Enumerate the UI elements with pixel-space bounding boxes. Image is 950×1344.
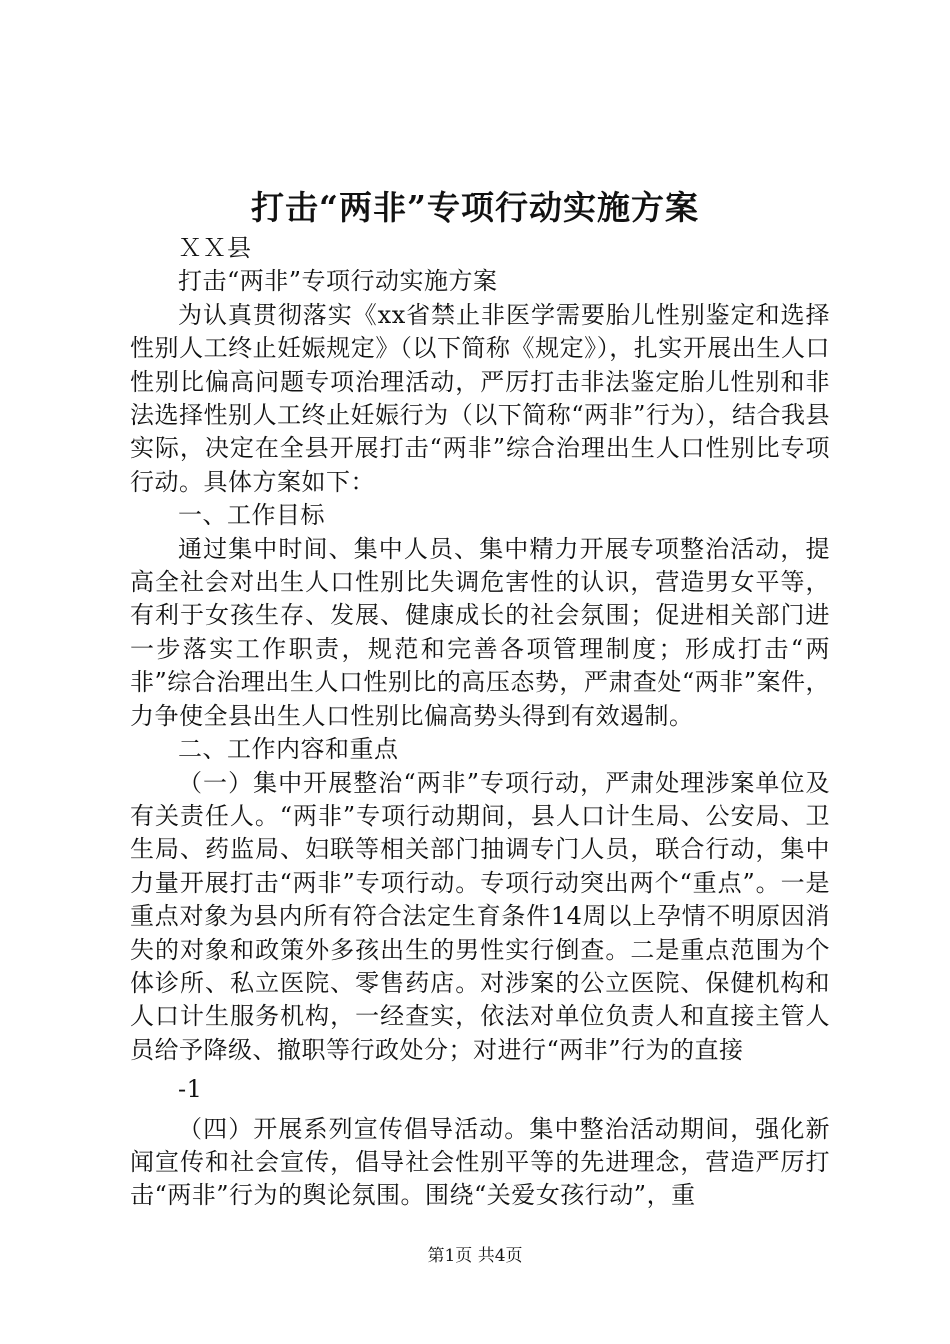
heading-work-content: 二、工作内容和重点 — [178, 735, 399, 764]
paragraph-intro: 为认真贯彻落实《xx省禁止非医学需要胎儿性别鉴定和选择性别人工终止妊娠规定》（以下简称《规定》），扎实开展出生人口性别比偏高问题专项治理活动，严厉打击非法鉴定胎儿性别和非法选择性别人工终止妊娠行为（以下简称“两非”行为），结合我县实际，决定在全县开展打击“两非”综合治理出生人口性别比专项行动。具体方案如下： — [130, 300, 830, 496]
document-title: 打击“两非”专项行动实施方案 — [251, 188, 699, 227]
page-footer: 第1页 共4页 — [427, 1246, 523, 1266]
paragraph-section-one: （一）集中开展整治“两非”专项行动，严肃处理涉案单位及有关责任人。“两非”专项行动期间，县人口计生局、公安局、卫生局、药监局、妇联等相关部门抽调专门人员，联合行动，集中力量开展打击“两非”专项行动。专项行动突出两个“重点”。一是重点对象为县内所有符合法定生育条件14周以上孕情不明原因消失的对象和政策外多孩出生的男性实行倒查。二是重点范围为个体诊所、私立医院、零售药店。对涉案的公立医院、保健机构和人口计生服务机构，一经查实，依法对单位负责人和直接主管人员给予降级、撤职等行政处分；对进行“两非”行为的直接 — [130, 768, 830, 1064]
paragraph-county: ＸＸ县 — [178, 234, 252, 262]
heading-work-goal: 一、工作目标 — [178, 501, 325, 530]
paragraph-section-four: （四）开展系列宣传倡导活动。集中整治活动期间，强化新闻宣传和社会宣传，倡导社会性别平等的先进理念，营造严厉打击“两非”行为的舆论氛围。围绕“关爱女孩行动”，重 — [130, 1114, 830, 1210]
paragraph-work-goal: 通过集中时间、集中人员、集中精力开展专项整治活动，提高全社会对出生人口性别比失调危害性的认识，营造男女平等，有利于女孩生存、发展、健康成长的社会氛围；促进相关部门进一步落实工作职责，规范和完善各项管理制度；形成打击“两非”综合治理出生人口性别比的高压态势，严肃查处“两非”案件，力争使全县出生人口性别比偏高势头得到有效遏制。 — [130, 534, 830, 730]
page-mark: -1 — [178, 1075, 203, 1104]
paragraph-subtitle: 打击“两非”专项行动实施方案 — [178, 267, 498, 296]
document-body — [130, 232, 830, 1213]
